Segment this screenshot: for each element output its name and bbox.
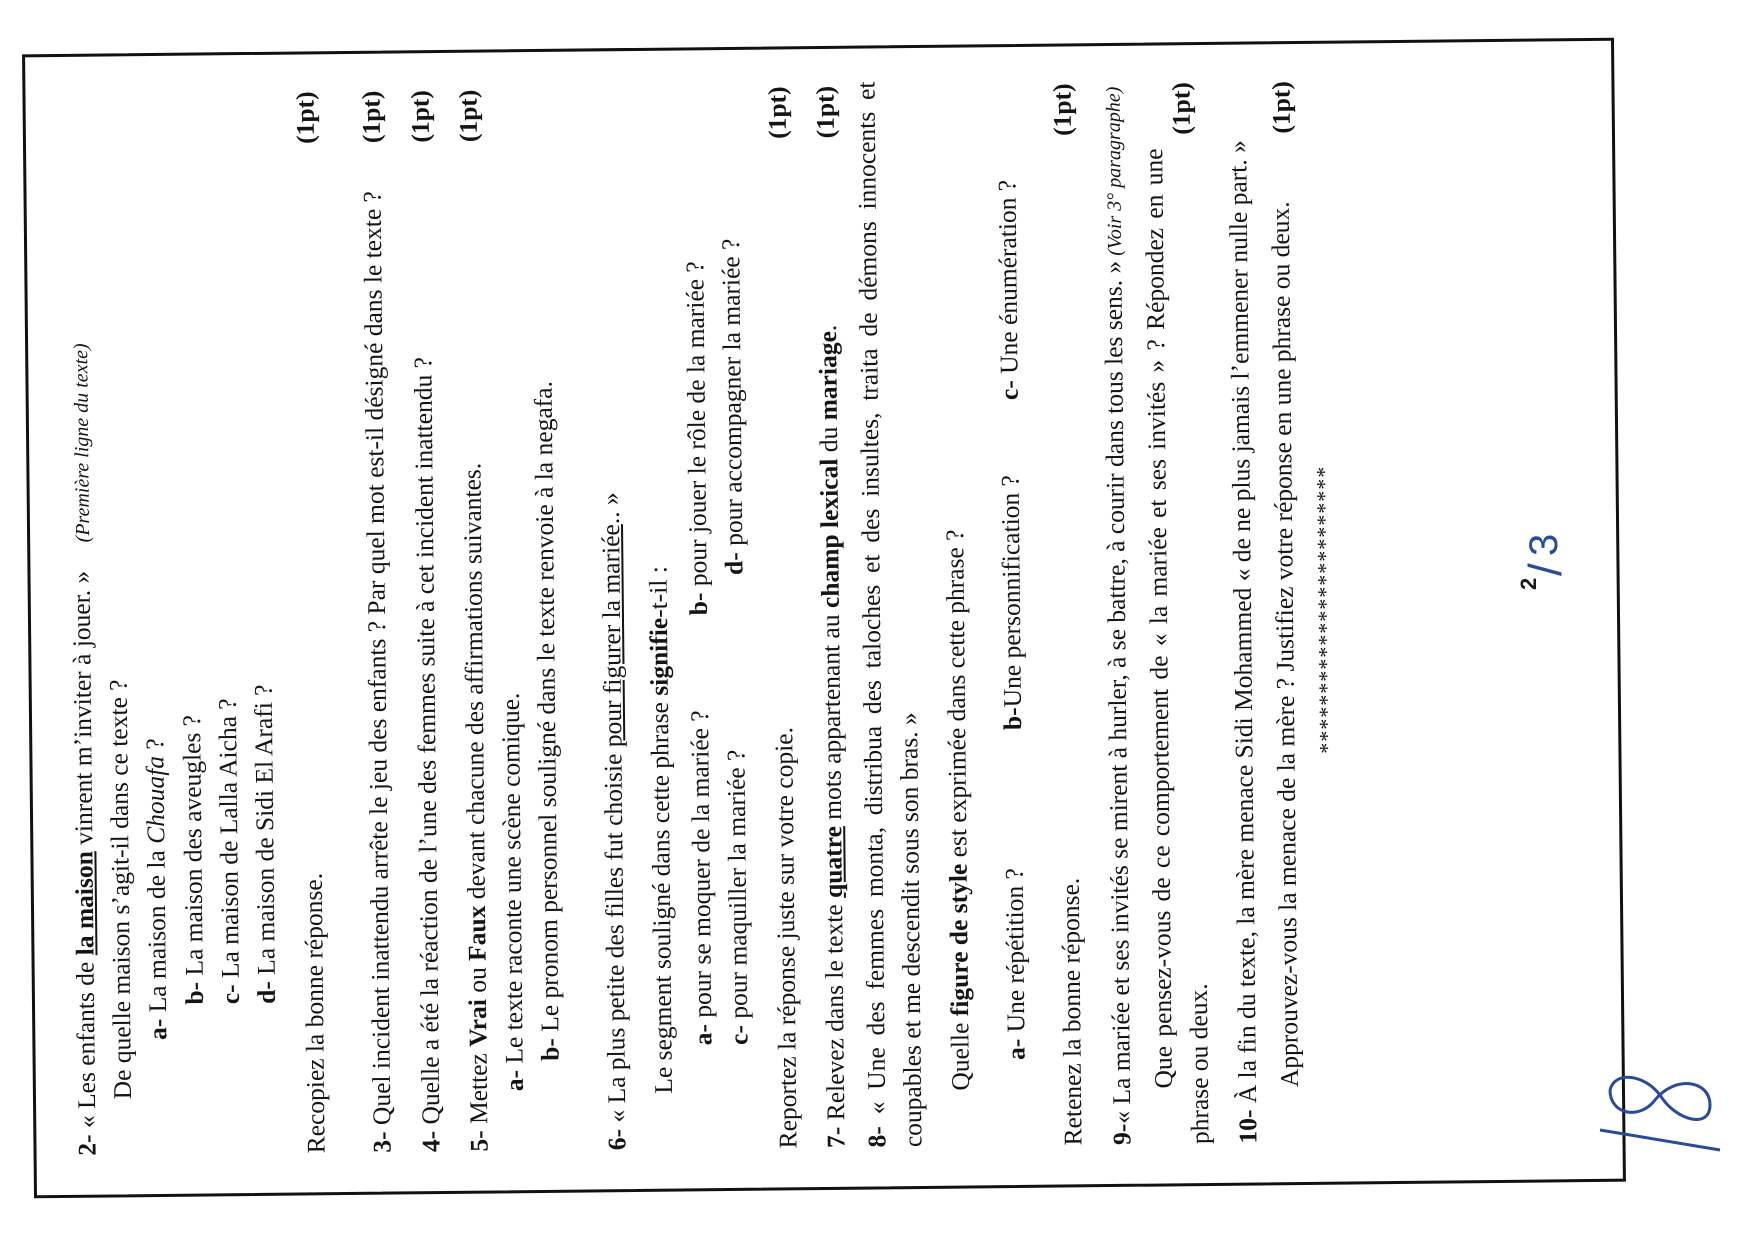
question-number: 7- xyxy=(821,1126,852,1149)
statement-text: Le pronom personnel souligné dans le texte renvoie à la negafa. xyxy=(528,380,565,1039)
question-9 xyxy=(1093,78,1219,1145)
points-badge: (1pt) xyxy=(453,89,483,143)
option-text: pour se moquer de la mariée ? xyxy=(684,710,718,1025)
option-letter: b- xyxy=(683,592,713,616)
option-c xyxy=(990,180,1029,401)
instruction-text: Retenez la bonne réponse. xyxy=(1056,877,1089,1146)
question-text: du xyxy=(814,420,844,459)
points-badge: (1pt) xyxy=(1166,82,1196,135)
option-italic: Chouafa xyxy=(140,755,171,845)
points-badge: (1pt) xyxy=(762,86,793,140)
prompt-text: Quelle xyxy=(945,1016,976,1091)
statement-letter: a- xyxy=(499,1069,529,1092)
quote-text: « La plus petite des filles fut choisie xyxy=(598,747,632,1130)
option-letter: c- xyxy=(215,984,245,1005)
option-text: Une répétition ? xyxy=(999,867,1031,1039)
option-a xyxy=(681,615,722,1045)
keyword-quatre: quatre xyxy=(818,826,849,899)
question-2 xyxy=(58,87,335,1156)
option-letter: b- xyxy=(179,981,209,1005)
question-prompt xyxy=(635,84,682,1150)
question-number: 5- xyxy=(464,1130,494,1152)
question-number: 9- xyxy=(1106,1123,1137,1146)
option-letter: b- xyxy=(998,707,1028,731)
points-badge: (1pt) xyxy=(1266,81,1297,134)
question-text: ou xyxy=(462,960,492,1000)
question-number: 2- xyxy=(72,1134,102,1156)
question-number: 3- xyxy=(367,1131,397,1153)
question-text: Mettez xyxy=(463,1046,494,1131)
question-8 xyxy=(848,79,1092,1147)
option-letter: c- xyxy=(994,380,1024,401)
question-number: 4- xyxy=(415,1130,446,1153)
end-separator: ************************ xyxy=(1311,465,1340,754)
quote-text: vinrent m’inviter à jouer. » xyxy=(66,570,99,852)
question-number: 8- xyxy=(861,1126,892,1148)
page-number-total: 3 xyxy=(1522,533,1566,556)
option-text: pour maquiller la mariée ? xyxy=(721,749,754,1026)
option-c xyxy=(717,575,758,1045)
underlined-segment: pour figurer la mariée xyxy=(596,524,628,748)
question-text: . xyxy=(813,324,843,332)
keyword-vrai: Vrai xyxy=(462,998,493,1047)
question-5 xyxy=(450,85,570,1152)
score-stroke xyxy=(1600,1130,1720,1150)
source-note: (Voir 3° paragraphe) xyxy=(1102,86,1126,261)
option-letter: a- xyxy=(1001,1038,1031,1061)
question-prompt xyxy=(932,80,979,1146)
option-letter: d- xyxy=(251,981,282,1005)
exam-page-frame xyxy=(22,38,1626,1199)
question-text: Quel incident inattendu arrête le jeu des enfants ? Par quel mot est-il désigné dans le texte ? xyxy=(357,190,397,1132)
statement-text: Le texte raconte une scène comique. xyxy=(495,692,529,1071)
score-stroke xyxy=(1610,1077,1710,1119)
instruction-text: Recopiez la bonne réponse. xyxy=(298,872,331,1154)
question-prompt: Que pensez-vous de ce comportement de « la mariée et ses invités » ? Répondez en une phrase ou deux. xyxy=(1138,148,1215,1145)
option-text: pour accompagner la mariée ? xyxy=(716,238,749,553)
option-d xyxy=(713,238,753,575)
option-letter: a- xyxy=(688,1023,718,1046)
question-10 xyxy=(1220,77,1347,1144)
points-badge: (1pt) xyxy=(356,90,387,144)
question-number: 6- xyxy=(602,1128,632,1151)
option-text: La maison de Sidi El Arafi ? xyxy=(248,684,281,982)
option-text: La maison de Lalla Aicha ? xyxy=(212,698,245,985)
question-text: À la fin du texte, la mère menace Sidi Mohammed « de ne plus jamais l’emmener nulle part. » xyxy=(1223,140,1263,1110)
question-text: Relevez dans le texte xyxy=(819,897,851,1127)
points-badge: (1pt) xyxy=(290,91,321,144)
instruction xyxy=(760,82,807,1148)
question-text: mots appartenant au xyxy=(816,607,848,827)
points-badge: (1pt) xyxy=(1047,83,1078,137)
quote-text: « Les enfants de xyxy=(70,955,102,1129)
option-letter: d- xyxy=(719,552,749,576)
question-number: 10- xyxy=(1233,1109,1263,1144)
option-a xyxy=(995,730,1035,1060)
option-text: ? xyxy=(140,738,170,757)
question-3 xyxy=(354,87,401,1153)
points-badge: (1pt) xyxy=(405,90,435,143)
keyword-faux: Faux xyxy=(461,905,492,962)
prompt-text: Le segment souligné dans cette phrase xyxy=(644,695,678,1094)
quote-text: .. » xyxy=(596,492,626,525)
source-note: (Première ligne du texte) xyxy=(70,343,95,543)
prompt-text: -t-il : xyxy=(643,566,673,619)
question-4 xyxy=(402,86,449,1152)
question-prompt: De quelle maison s’agit-il dans ce texte ? xyxy=(103,679,138,1100)
page-number-current: 2 xyxy=(1516,577,1541,590)
option-letter: c- xyxy=(724,1024,754,1046)
question-prompt: Approuvez-vous la menace de la mère ? Justifiez votre réponse en une phrase ou deux. xyxy=(1266,201,1305,1088)
instruction xyxy=(1045,79,1092,1145)
instruction xyxy=(288,87,335,1153)
option-b xyxy=(992,400,1032,730)
option-text: La maison des aveugles ? xyxy=(176,714,209,983)
question-6 xyxy=(589,82,807,1150)
page-number-slash: / xyxy=(1519,563,1571,576)
option-b xyxy=(677,261,717,615)
statement-letter: b- xyxy=(535,1038,565,1062)
question-7 xyxy=(808,82,855,1148)
option-text: pour jouer le rôle de la mariée ? xyxy=(680,261,713,593)
question-text: Quelle a été la réaction de l’une des femmes suite à cet incident inattendu ? xyxy=(407,356,445,1132)
option-text: Une personnification ? xyxy=(995,474,1028,708)
quote-text: « Une des femmes monta, distribua des taloches et des insultes, traita de démons innocents et coupables et me descendit sous son bras. » xyxy=(851,81,928,1148)
points-badge: (1pt) xyxy=(810,85,841,139)
prompt-bold: signifie xyxy=(643,617,674,696)
option-letter: a- xyxy=(143,1018,173,1041)
handwritten-score-mark xyxy=(1580,1050,1730,1160)
quote-key-term: la maison xyxy=(69,851,100,956)
keyword-mariage: mariage xyxy=(813,331,844,421)
prompt-text: est exprimée dans cette phrase ? xyxy=(940,529,973,864)
keyword-champ-lexical: champ lexical xyxy=(814,458,846,609)
instruction-text: Reportez la réponse juste sur votre copie. xyxy=(769,726,803,1149)
options-row xyxy=(989,80,1036,1146)
option-text: La maison de la xyxy=(141,843,173,1019)
option-text: Une énumération ? xyxy=(992,179,1024,381)
question-text: devant chacune des affirmations suivantes. xyxy=(457,462,491,906)
prompt-bold: figure de style xyxy=(943,863,975,1017)
exam-page xyxy=(32,46,1616,1190)
quote-text: « La mariée et ses invités se mirent à hurler, à se battre, à courir dans tous les sens. » xyxy=(1097,260,1136,1124)
